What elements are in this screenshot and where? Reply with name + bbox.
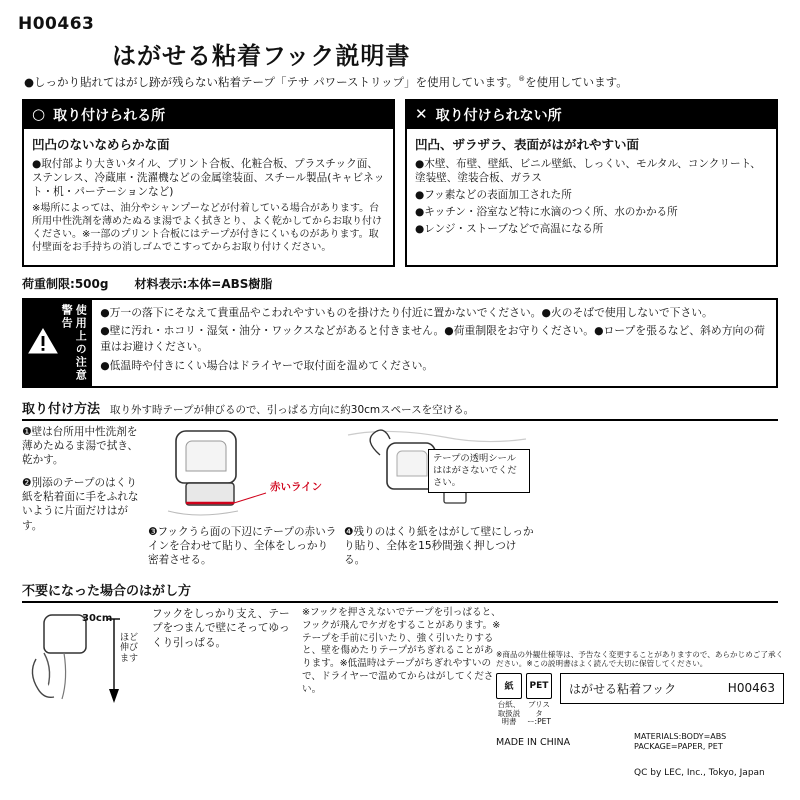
measure-label: 30cm xyxy=(82,612,113,624)
pet-recycle-caption: ブリスター:PET xyxy=(527,699,551,727)
package-disclaimer: ※商品の外観仕様等は、予告なく変更することがありますので、あらかじめご了承ください。※この説明書はよく読んで大切に保管してください。 xyxy=(496,650,784,669)
attach-heading: 取り付け方法 xyxy=(22,401,101,417)
cross-icon: ✕ xyxy=(415,105,428,124)
ng-box-subtitle: 凹凸、ザラザラ、表面がはがれやすい面 xyxy=(415,136,640,152)
ok-box-subtitle: 凹凸のないなめらかな面 xyxy=(32,136,170,152)
removal-text-main: フックをしっかり支え、テープをつまんで壁にそってゆっくり引っぱる。 xyxy=(152,607,290,650)
recycle-icons xyxy=(496,673,552,727)
ng-box-line: ●木壁、布壁、壁紙、ビニル壁紙、しっくい、モルタル、コンクリート、塗装壁、塗装合板、ガラス xyxy=(415,157,761,184)
caution-word: 使用上の注意 xyxy=(74,303,88,382)
warning-word: 警告 xyxy=(60,303,74,330)
page-title: はがせる粘着フック説明書 xyxy=(112,42,411,70)
ng-box-line: ●キッチン・浴室など特に水滴のつく所、水のかかる所 xyxy=(415,205,678,218)
ok-box-header xyxy=(24,101,393,129)
attach-step-3-text: ❸フックうら面の下辺にテープの赤いラインを合わせて貼り、全体をしっかり密着させる。 xyxy=(148,525,337,567)
load-limit-label: 荷重制限: xyxy=(22,276,75,291)
paper-recycle-icon: 紙 xyxy=(496,673,522,699)
warning-line: ●壁に汚れ・ホコリ・湿気・油分・ワックスなどがあると付きません。●荷重制限をお守りください。●ロープを張るなど、斜め方向の荷重はお避けください。 xyxy=(100,324,765,354)
attach-step-1 xyxy=(22,425,142,568)
attach-steps xyxy=(22,425,778,568)
ng-box-header xyxy=(407,101,776,129)
attach-step-4 xyxy=(344,425,534,568)
ng-box-body xyxy=(407,129,776,247)
red-line-label: 赤いライン xyxy=(270,480,323,493)
package-info xyxy=(496,650,784,778)
ok-box-title: 取り付けられる所 xyxy=(53,107,166,124)
attach-section-header xyxy=(22,398,778,417)
attach-step-1-text: ❶壁は台所用中性洗剤を薄めたぬるま湯で拭き、乾かす。 xyxy=(22,425,139,467)
removal-text-notes: ※フックを押さえないでテープを引っぱると、フックが飛んでケガをすることがあります。※テープを手前に引いたり、強く引いたりすると、壁を傷めたりテープがちぎれることがあります。※低温時はテープがちぎれやすいので、ドライヤーで温めてからはがしてください。 xyxy=(302,606,501,696)
warning-block xyxy=(22,298,778,388)
ok-box-line: ●取付部より大きいタイル、プリント合板、化粧合板、プラスチック面、ステンレス、冷蔵庫・洗濯機などの金属塗装面、スチール製品(キャビネット・机・パーテーションなど) xyxy=(32,157,385,198)
qc-label: QC by LEC, Inc., Tokyo, Japan xyxy=(634,768,765,778)
hook-tape-figure xyxy=(148,425,338,523)
warning-line: ●万一の落下にそなえて貴重品やこわれやすいものを掛けたり付近に置かないでください。●火のそばで使用しないで下さい。 xyxy=(100,305,713,319)
load-limit-value: 500g xyxy=(74,276,109,291)
attach-subheading: 取り外す時テープが伸びるので、引っぱる方向に約30cmスペースを空ける。 xyxy=(110,403,475,416)
paper-recycle-icon-box xyxy=(496,673,522,727)
materials-info xyxy=(634,732,726,753)
ng-box-line: ●フッ素などの表面加工された所 xyxy=(415,188,572,201)
removal-heading: 不要になった場合のはがし方 xyxy=(22,583,192,599)
removal-divider xyxy=(22,601,778,603)
circle-icon: ○ xyxy=(32,105,46,124)
attach-divider xyxy=(22,419,778,421)
usage-boxes xyxy=(22,99,778,267)
load-limit-row xyxy=(22,275,778,292)
package-line: PACKAGE=PAPER, PET xyxy=(634,742,723,752)
measure-sub-label: ほど伸びます xyxy=(120,632,139,665)
ok-box-note: ※場所によっては、油分やシャンプーなどが付着している場合があります。台所用中性洗剤を薄めたぬるま湯でよく拭きとり、よく乾かしてからお取り付けください。※一部のプリント合板にはテープが付きにくいものがあります。取付壁面をお手持ちの消しゴムでこすってからお取り付けください。 xyxy=(32,202,382,253)
product-code: H00463 xyxy=(18,14,95,34)
attach-step-2-text: ❷別添のテープのはくり紙を粘着面に手をふれないように片面だけはがす。 xyxy=(22,476,139,532)
product-name-box xyxy=(560,673,784,704)
press-hook-figure xyxy=(344,425,534,523)
made-in-label: MADE IN CHINA xyxy=(496,736,571,748)
ng-box-line: ●レンジ・ストーブなどで高温になる所 xyxy=(415,222,604,235)
warning-line: ●低温時や付きにくい場合はドライヤーで取付面を温めてください。 xyxy=(100,358,434,372)
warning-text xyxy=(92,300,776,386)
product-code-bottom: H00463 xyxy=(727,681,775,696)
product-name: はがせる粘着フック xyxy=(569,681,677,696)
pet-recycle-icon: PET xyxy=(526,673,552,699)
ok-surfaces-box xyxy=(22,99,395,267)
warning-triangle-icon xyxy=(26,327,60,359)
attach-step-4-text: ❹残りのはくり紙をはがして壁にしっかり貼り、全体を15秒間強く押しつける。 xyxy=(344,525,534,567)
lead-text-body: ●しっかり貼れてはがし跡が残らない粘着テープ「テサ パワーストリップ」を使用しています。 xyxy=(24,75,519,89)
pet-recycle-icon-box xyxy=(526,673,552,727)
lead-text: ●しっかり貼れてはがし跡が残らない粘着テープ「テサ パワーストリップ」を使用しています。®を使用しています。 xyxy=(24,75,628,89)
warning-vertical-text xyxy=(60,304,90,382)
ng-surfaces-box xyxy=(405,99,778,267)
materials-line: MATERIALS:BODY=ABS xyxy=(634,732,727,741)
attach-step-3 xyxy=(148,425,338,568)
package-row xyxy=(496,673,784,727)
ng-box-title: 取り付けられない所 xyxy=(435,107,562,124)
removal-figure xyxy=(22,607,142,717)
ok-box-body xyxy=(24,129,393,265)
material-value: 本体=ABS樹脂 xyxy=(187,276,273,291)
paper-recycle-caption: 台紙、取扱説明書 xyxy=(497,699,521,727)
transparent-seal-callout: テープの透明シールははがさないでください。 xyxy=(428,449,530,493)
registered-mark: ® xyxy=(518,75,526,84)
warning-label-strip xyxy=(24,300,92,386)
material-label: 材料表示: xyxy=(134,276,188,291)
